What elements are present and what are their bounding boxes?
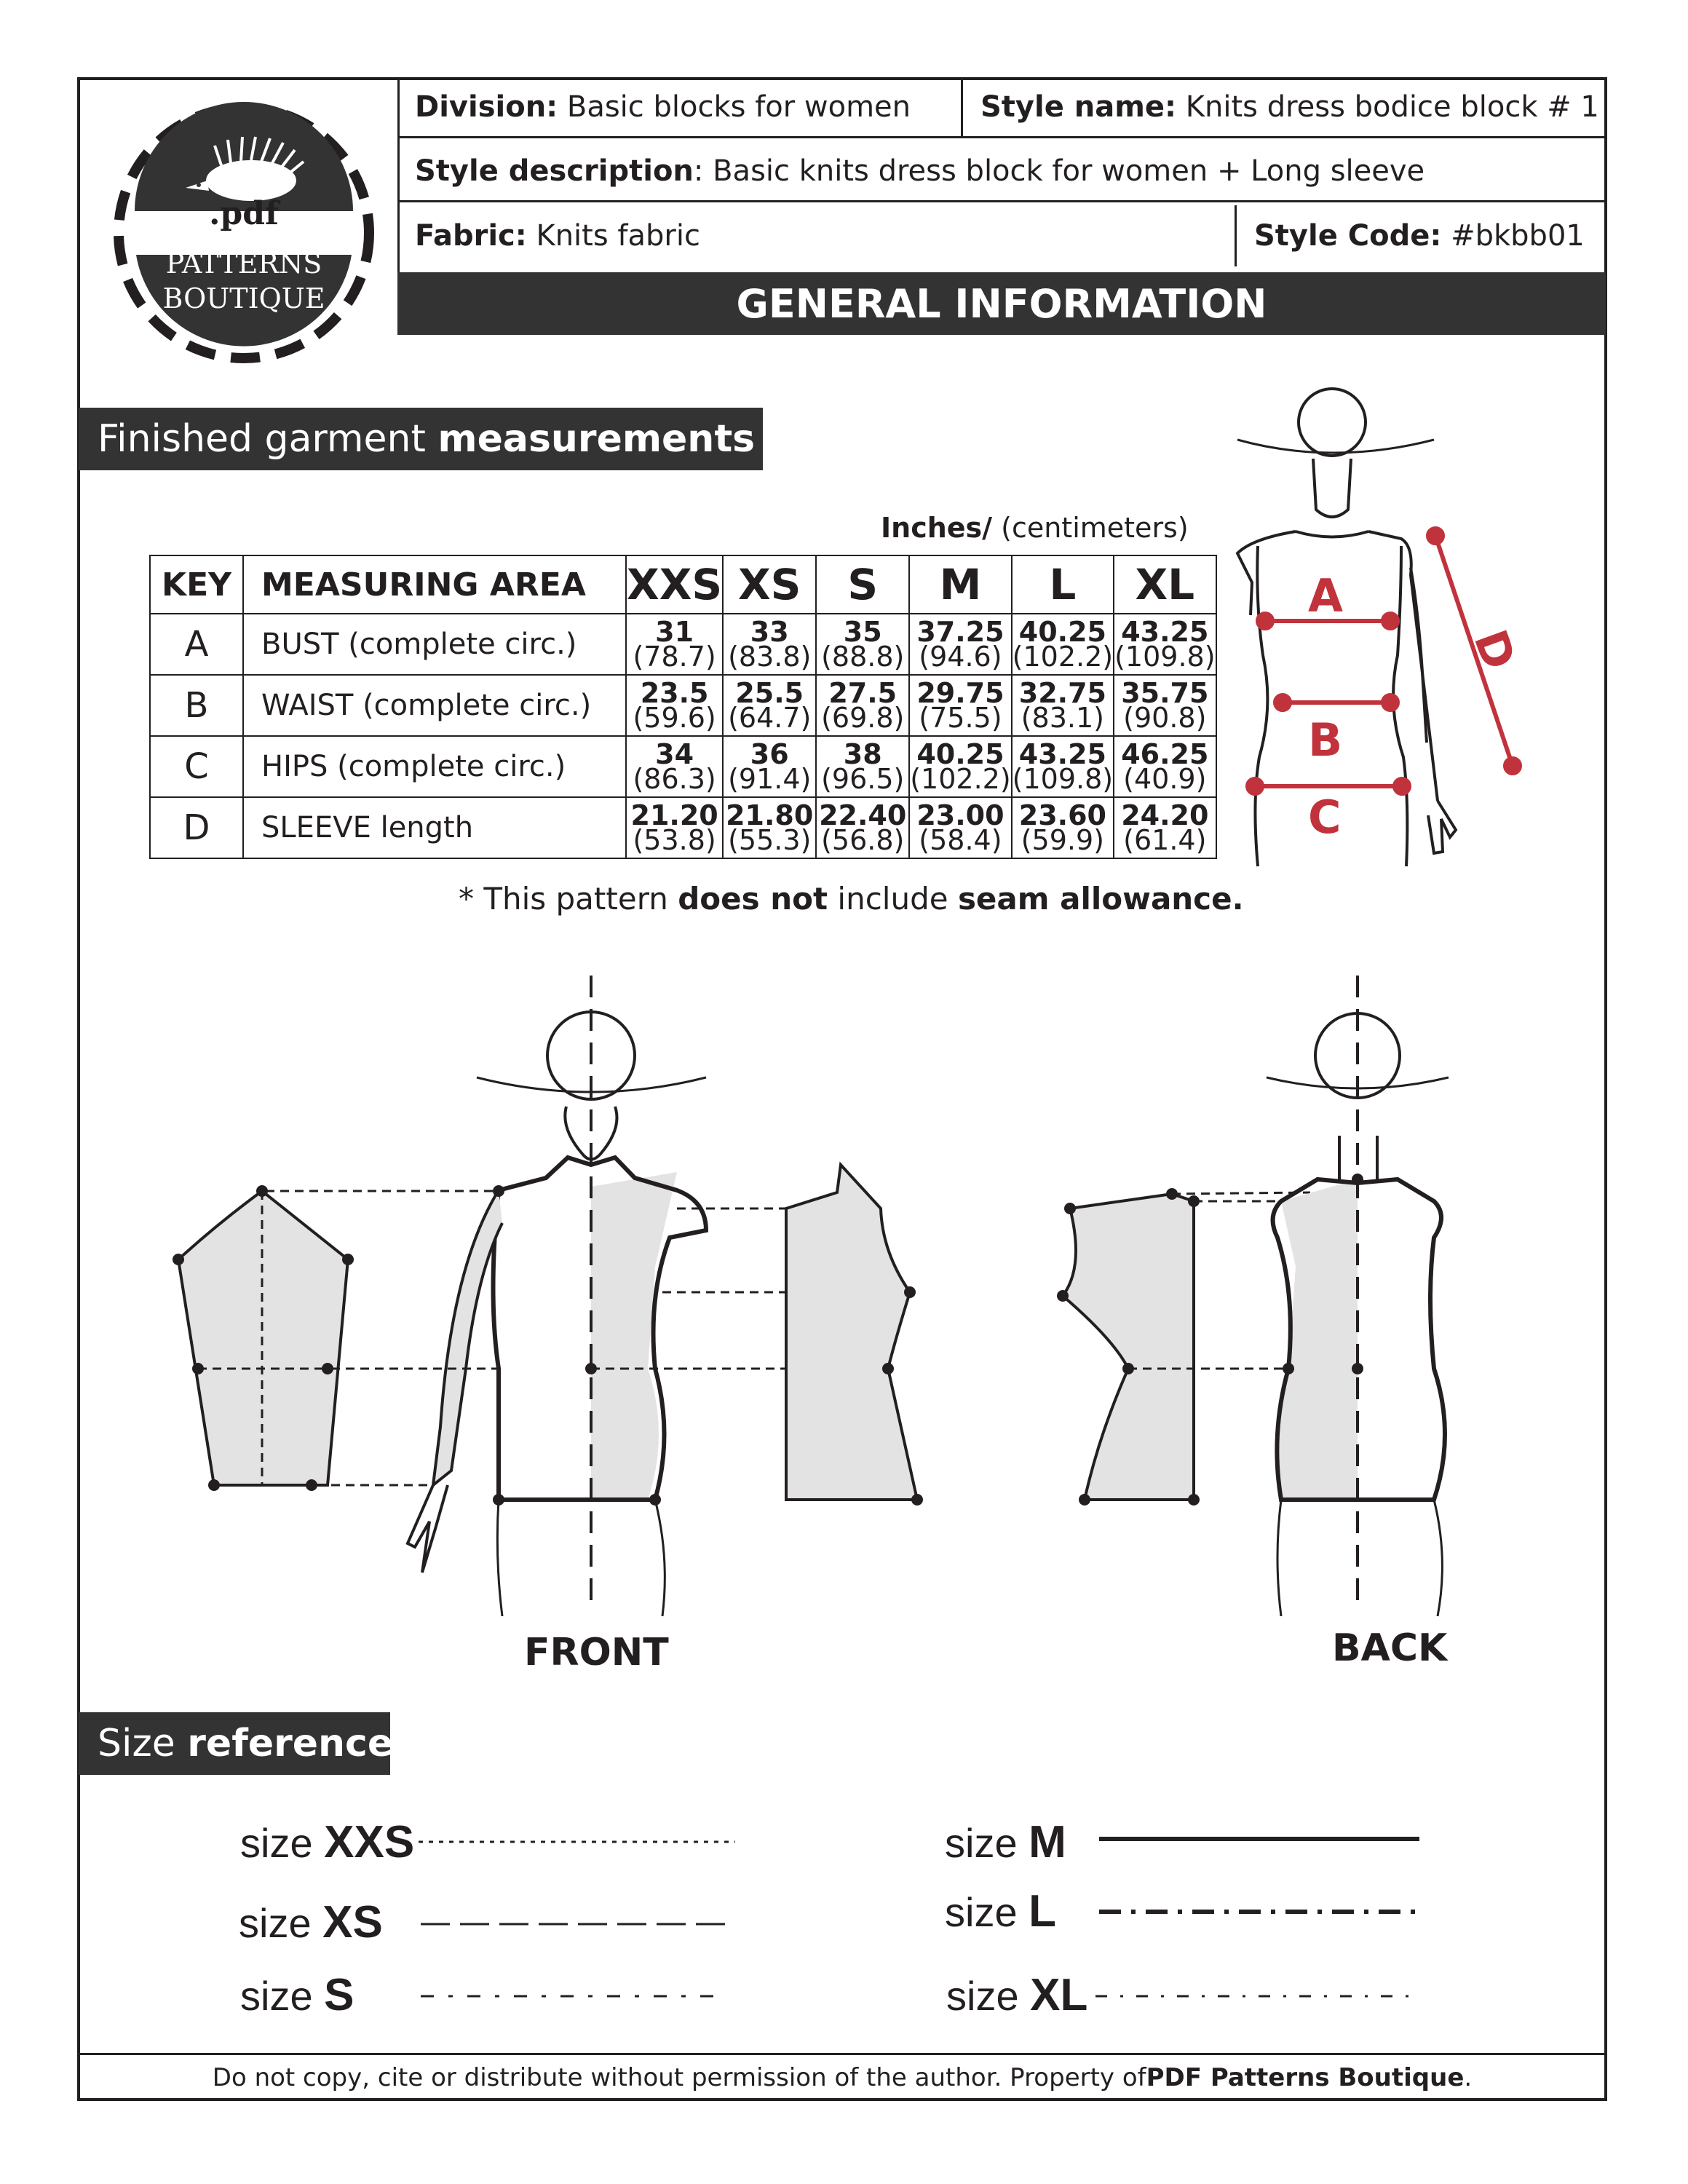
size-ref-word: size xyxy=(239,1900,323,1946)
row-key: A xyxy=(150,614,243,675)
value-cm: (40.9) xyxy=(1123,763,1207,795)
value-cm: (86.3) xyxy=(633,763,716,795)
value-cm: (88.8) xyxy=(821,641,905,673)
value-inches: 40.25 xyxy=(1018,616,1106,648)
header-size: S xyxy=(816,555,909,614)
style-name-value: Knits dress bodice block # 1 xyxy=(1185,90,1599,124)
value-cm: (83.8) xyxy=(728,641,812,673)
row-key: C xyxy=(150,736,243,797)
row-area: BUST (complete circ.) xyxy=(243,614,626,675)
division-label: Division: xyxy=(415,90,558,124)
footer-end: . xyxy=(1464,2063,1473,2092)
size-ref-word: size xyxy=(240,1973,325,2019)
header-size: M xyxy=(909,555,1011,614)
row-area: SLEEVE length xyxy=(243,797,626,858)
value-cm: (102.2) xyxy=(910,763,1011,795)
header-measuring-area: MEASURING AREA xyxy=(243,555,626,614)
figure-letter-a: A xyxy=(1308,569,1343,622)
row-key: B xyxy=(150,675,243,736)
size-ref-word: size xyxy=(945,1820,1029,1866)
value-inches: 32.75 xyxy=(1018,677,1106,709)
value-inches: 27.5 xyxy=(828,677,898,709)
value-inches: 46.25 xyxy=(1121,738,1209,770)
style-name-label: Style name: xyxy=(980,90,1177,124)
value-inches: 43.25 xyxy=(1018,738,1106,770)
value-cm: (90.8) xyxy=(1123,702,1207,734)
value-inches: 24.20 xyxy=(1121,799,1209,831)
value-inches: 33 xyxy=(750,616,789,648)
header-key: KEY xyxy=(150,555,243,614)
note-bold-1: does not xyxy=(678,881,828,917)
size-references-title-plain: Size xyxy=(98,1722,175,1765)
figure-letter-d: D xyxy=(1463,622,1526,677)
size-ref-size: XS xyxy=(322,1897,383,1947)
value-cm: (102.2) xyxy=(1012,641,1114,673)
header-size: XL xyxy=(1114,555,1216,614)
value-inches: 40.25 xyxy=(916,738,1005,770)
value-inches: 43.25 xyxy=(1121,616,1209,648)
note-part-2: include xyxy=(828,881,958,917)
value-cm: (64.7) xyxy=(728,702,812,734)
value-inches: 21.20 xyxy=(630,799,718,831)
header-size: XS xyxy=(723,555,816,614)
general-information-bar: GENERAL INFORMATION xyxy=(397,272,1606,335)
value-cm: (75.5) xyxy=(919,702,1002,734)
style-description-label: Style description xyxy=(415,154,694,188)
value-inches: 25.5 xyxy=(735,677,804,709)
value-inches: 29.75 xyxy=(916,677,1005,709)
value-inches: 36 xyxy=(750,738,789,770)
value-cm: (61.4) xyxy=(1123,824,1207,856)
value-inches: 31 xyxy=(655,616,694,648)
size-references-title-bold: references xyxy=(187,1722,416,1765)
fabric-value: Knits fabric xyxy=(536,219,700,253)
value-cm: (59.9) xyxy=(1021,824,1104,856)
units-cm: (centimeters) xyxy=(992,512,1189,544)
value-cm: (91.4) xyxy=(728,763,812,795)
value-cm: (55.3) xyxy=(728,824,812,856)
value-inches: 23.5 xyxy=(640,677,709,709)
value-cm: (56.8) xyxy=(821,824,905,856)
style-description-value: : Basic knits dress block for women + Long sleeve xyxy=(693,154,1425,188)
value-inches: 35 xyxy=(843,616,882,648)
size-ref-size: XXS xyxy=(324,1817,415,1867)
logo-line-2: BOUTIQUE xyxy=(162,282,325,314)
size-ref-size: L xyxy=(1029,1886,1057,1936)
measurements-title-bold: measurements xyxy=(437,417,756,461)
note-bold-2: seam allowance. xyxy=(957,881,1244,917)
value-inches: 22.40 xyxy=(819,799,907,831)
size-ref-word: size xyxy=(946,1973,1031,2019)
value-inches: 21.80 xyxy=(726,799,814,831)
value-cm: (96.5) xyxy=(821,763,905,795)
note-part-1: * This pattern xyxy=(459,881,678,917)
footer-text: Do not copy, cite or distribute without permission of the author. Property of xyxy=(212,2063,1146,2092)
value-cm: (94.6) xyxy=(919,641,1002,673)
value-cm: (83.1) xyxy=(1021,702,1104,734)
division-value: Basic blocks for women xyxy=(566,90,911,124)
value-cm: (78.7) xyxy=(633,641,716,673)
value-cm: (58.4) xyxy=(919,824,1002,856)
value-inches: 23.60 xyxy=(1018,799,1106,831)
front-label: FRONT xyxy=(524,1631,669,1674)
footer-brand: PDF Patterns Boutique xyxy=(1146,2063,1465,2092)
header-size: XXS xyxy=(626,555,723,614)
footer xyxy=(79,2053,1606,2100)
units-inches: Inches/ xyxy=(881,512,993,544)
size-ref-size: M xyxy=(1029,1817,1066,1867)
value-cm: (53.8) xyxy=(633,824,716,856)
logo-pdf-text: .pdf xyxy=(209,195,279,232)
logo-line-1: PATTERNS xyxy=(165,248,322,280)
size-ref-word: size xyxy=(945,1889,1029,1935)
figure-letter-c: C xyxy=(1308,791,1342,844)
style-code-label: Style Code: xyxy=(1254,219,1442,253)
header-size: L xyxy=(1012,555,1114,614)
value-inches: 35.75 xyxy=(1121,677,1209,709)
back-label: BACK xyxy=(1332,1626,1448,1670)
row-key: D xyxy=(150,797,243,858)
size-ref-size: S xyxy=(324,1970,354,2020)
row-area: HIPS (complete circ.) xyxy=(243,736,626,797)
value-cm: (109.8) xyxy=(1114,641,1216,673)
value-inches: 34 xyxy=(655,738,694,770)
value-cm: (109.8) xyxy=(1012,763,1114,795)
value-inches: 38 xyxy=(843,738,882,770)
value-inches: 37.25 xyxy=(916,616,1005,648)
style-code-value: #bkbb01 xyxy=(1451,219,1585,253)
value-cm: (69.8) xyxy=(821,702,905,734)
size-ref-size: XL xyxy=(1030,1970,1088,2020)
row-area: WAIST (complete circ.) xyxy=(243,675,626,736)
value-inches: 23.00 xyxy=(916,799,1005,831)
measurements-title-plain: Finished garment xyxy=(98,417,426,461)
size-ref-word: size xyxy=(240,1820,325,1866)
figure-letter-b: B xyxy=(1308,713,1343,767)
value-cm: (59.6) xyxy=(633,702,716,734)
fabric-label: Fabric: xyxy=(415,219,527,253)
